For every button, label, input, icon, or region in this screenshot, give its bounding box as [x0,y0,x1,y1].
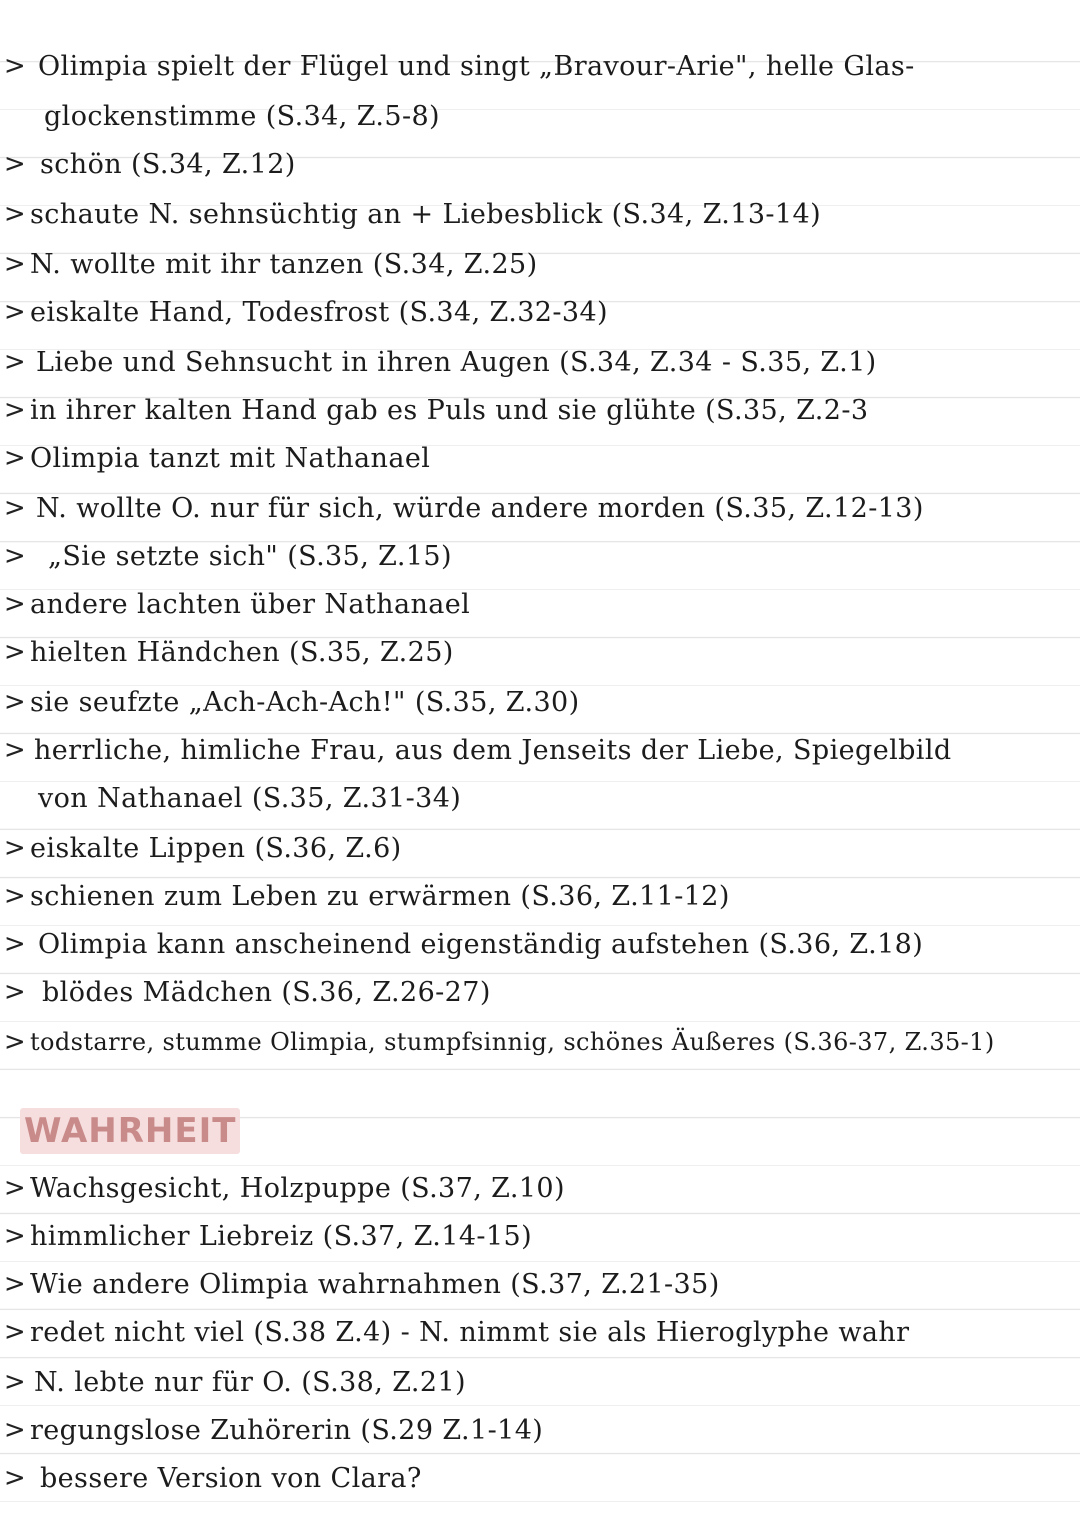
note-line [0,1310,1080,1354]
bullet-arrow-icon: > [3,687,27,717]
bullet-arrow-icon: > [3,1221,27,1251]
note-line [0,630,1080,674]
note-text: N. wollte mit ihr tanzen (S.34, Z.25) [30,248,538,280]
note-text: andere lachten über Nathanael [30,588,471,620]
note-text: himmlicher Liebreiz (S.37, Z.14-15) [30,1220,533,1252]
note-text: N. lebte nur für O. (S.38, Z.21) [34,1366,466,1398]
note-text: schienen zum Leben zu erwärmen (S.36, Z.11-12) [30,880,730,912]
note-text: eiskalte Hand, Todesfrost (S.34, Z.32-34) [30,296,608,328]
note-text: eiskalte Lippen (S.36, Z.6) [30,832,402,864]
bullet-arrow-icon: > [3,1027,27,1057]
bullet-arrow-icon: > [3,443,27,473]
note-text: Olimpia tanzt mit Nathanael [30,442,431,474]
bullet-arrow-icon: > [3,735,27,765]
note-text: Wachsgesicht, Holzpuppe (S.37, Z.10) [30,1172,565,1204]
bullet-arrow-icon: > [3,1173,27,1203]
bullet-arrow-icon: > [3,249,27,279]
note-line [0,192,1080,236]
note-text: regungslose Zuhörerin (S.29 Z.1-14) [30,1414,544,1446]
note-line [0,1456,1080,1500]
bullet-arrow-icon: > [3,1415,27,1445]
note-line [0,436,1080,480]
note-line [0,1262,1080,1306]
note-line-continuation [0,776,1080,820]
note-text: schaute N. sehnsüchtig an + Liebesblick (S.34, Z.13-14) [30,198,822,230]
note-line [0,922,1080,966]
note-text: Wie andere Olimpia wahrnahmen (S.37, Z.21-35) [30,1268,720,1300]
note-text: Olimpia kann anscheinend eigenständig aufstehen (S.36, Z.18) [38,928,924,960]
bullet-arrow-icon: > [3,1463,27,1493]
bullet-arrow-icon: > [3,347,27,377]
note-line [0,1360,1080,1404]
note-line-continuation [0,94,1080,138]
note-text: Olimpia spielt der Flügel und singt „Bravour-Arie", helle Glas- [38,50,915,82]
bullet-arrow-icon: > [3,977,27,1007]
note-text: hielten Händchen (S.35, Z.25) [30,636,454,668]
bullet-arrow-icon: > [3,51,27,81]
note-text: N. wollte O. nur für sich, würde andere morden (S.35, Z.12-13) [36,492,924,524]
note-line [0,486,1080,530]
note-line [0,582,1080,626]
note-line [0,874,1080,918]
note-line [0,1214,1080,1258]
note-line [0,1408,1080,1452]
note-line [0,680,1080,724]
note-line [0,142,1080,186]
bullet-arrow-icon: > [3,1269,27,1299]
note-line [0,1166,1080,1210]
note-text: glockenstimme (S.34, Z.5-8) [44,100,440,132]
note-line [0,340,1080,384]
bullet-arrow-icon: > [3,395,27,425]
bullet-arrow-icon: > [3,589,27,619]
note-line [0,1020,1080,1064]
note-text: todstarre, stumme Olimpia, stumpfsinnig, schönes Äußeres (S.36-37, Z.35-1) [30,1028,995,1056]
note-text: redet nicht viel (S.38 Z.4) - N. nimmt sie als Hieroglyphe wahr [30,1316,910,1348]
note-text: Liebe und Sehnsucht in ihren Augen (S.34, Z.34 - S.35, Z.1) [36,346,877,378]
note-line [0,534,1080,578]
note-text: sie seufzte „Ach-Ach-Ach!" (S.35, Z.30) [30,686,580,718]
bullet-arrow-icon: > [3,493,27,523]
bullet-arrow-icon: > [3,637,27,667]
bullet-arrow-icon: > [3,881,27,911]
bullet-arrow-icon: > [3,149,27,179]
note-line [0,242,1080,286]
bullet-arrow-icon: > [3,833,27,863]
section-heading-wahrheit: WAHRHEIT [20,1108,240,1154]
note-line [0,826,1080,870]
bullet-arrow-icon: > [3,1317,27,1347]
note-line [0,970,1080,1014]
note-line [0,44,1080,88]
bullet-arrow-icon: > [3,929,27,959]
note-text: bessere Version von Clara? [40,1462,422,1494]
bullet-arrow-icon: > [3,297,27,327]
note-line [0,290,1080,334]
bullet-arrow-icon: > [3,541,27,571]
note-text: blödes Mädchen (S.36, Z.26-27) [42,976,491,1008]
bullet-arrow-icon: > [3,199,27,229]
bullet-arrow-icon: > [3,1367,27,1397]
note-line [0,388,1080,432]
note-text: in ihrer kalten Hand gab es Puls und sie glühte (S.35, Z.2-3 [30,394,869,426]
note-line [0,728,1080,772]
note-text: schön (S.34, Z.12) [40,148,296,180]
note-text: „Sie setzte sich" (S.35, Z.15) [48,540,452,572]
note-text: von Nathanael (S.35, Z.31-34) [38,782,462,814]
note-text: herrliche, himliche Frau, aus dem Jenseits der Liebe, Spiegelbild [34,734,952,766]
